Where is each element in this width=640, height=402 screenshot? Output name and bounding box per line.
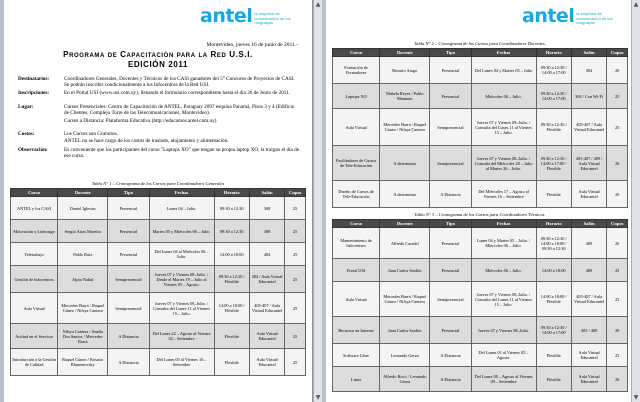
table-cell: 20 — [607, 57, 628, 84]
table-cell: 25 — [285, 220, 306, 243]
table-cell: Aula Virtual — [333, 282, 380, 317]
info-value: Cursos Presenciales: Centro de Capacitación de ANTEL, Paraguay 2097 esquina Panamá, Pisos 3 y 4 (Edificio de Clientes, Complejo Torre de las Telecomunicaciones, Montevideo). — [64, 104, 295, 117]
info-label: Lugar: — [18, 104, 34, 110]
table-cell: 14:00 a 18:00 / Flexible — [536, 282, 571, 317]
scroll-up-arrow-icon[interactable]: ▲ — [315, 1, 321, 8]
table-cell: Presencial — [430, 84, 471, 109]
table-cell: Diseño de Cursos de Tele-Educación — [333, 181, 380, 208]
table-cell: Mabela Reyes / Pablo Mannoni — [380, 84, 430, 109]
table-cell: 09:30 a 12:30 / 14:00 a 18:00 / 09:30 a 12:30 — [536, 228, 571, 259]
table-coordinadores-docentes — [332, 48, 628, 208]
table-cell: Aula Virtual Educantel — [571, 181, 606, 208]
table-cell: Mercedes Barrá / Raquel Cúneo / Nilsya Cantera — [58, 293, 108, 324]
table2-caption: Tabla N° 2 – Cronograma de los Cursos para Coordinadores Docentes. — [414, 41, 546, 46]
table-cell: Juan Carlos Sardón — [380, 259, 430, 282]
title-line-2: EDICIÓN 2011 — [127, 60, 189, 69]
table-cell: Software Libre — [333, 344, 380, 367]
table-cell: 25 — [285, 266, 306, 293]
table-cell: Presencial — [108, 197, 149, 220]
column-header: Fechas — [471, 49, 536, 57]
document-page-2 — [326, 0, 635, 402]
table-cell: Del Lunes 04 al Miércoles 06 – Julio. — [149, 243, 214, 266]
table-cell: Miércoles 06 – Julio. — [471, 84, 536, 109]
info-label: Observación: — [18, 147, 48, 153]
table-cell: 304 — [571, 57, 606, 84]
table-cell: ANTEL y los CASI — [11, 197, 58, 220]
table-cell: 25 — [285, 243, 306, 266]
column-header: Tipo — [430, 49, 471, 57]
column-header: Salón — [249, 189, 284, 197]
table-cell: Aula Virtual Educantel — [571, 344, 606, 367]
table-row — [333, 146, 628, 181]
table-cell: 09:30 a 12:30 — [214, 220, 249, 243]
scroll-up-arrow-icon[interactable]: ▲ — [633, 1, 639, 8]
info-label: Costos: — [18, 131, 35, 137]
table-row — [333, 344, 628, 367]
table-cell: Jueves 07 y Viernes 08–Julio. / Desde el Martes 19 – Julio al Viernes 05 – Agosto. — [149, 266, 214, 293]
info-value: En el Portal USI (www.usi.com.uy), llenando el formulario correspondiente hasta el día 26 de Junio de 2011. — [64, 90, 291, 96]
table-cell: 409 — [571, 228, 606, 259]
document-title — [4, 50, 312, 70]
table-cell: 404 — [249, 243, 284, 266]
table-cell: Formación de Formadores — [333, 57, 380, 84]
table-cell: 405-407 / Aula Virtual Educantel — [249, 293, 284, 324]
table-row — [11, 293, 306, 324]
table-cell: Presencial — [430, 57, 471, 84]
column-header: Salón — [571, 220, 606, 228]
table-cell: Del Lunes 22 – Agosto al Viernes 02 – Setiembre — [149, 324, 214, 349]
table-cell: Mantenimiento de Infocentros — [333, 228, 380, 259]
document-page-1 — [4, 0, 313, 402]
info-value: Es conveniente que los participantes del curso "Laptops XO" que tengan su propia laptop XO, la traigan el día de ese curso. — [64, 147, 300, 160]
table-cell: Martes 05 y Miércoles 06 – Julio. — [149, 220, 214, 243]
table-cell: 25 — [607, 259, 628, 282]
table-cell: 20 — [607, 317, 628, 344]
column-header: Horario — [536, 220, 571, 228]
table-row — [11, 324, 306, 349]
table-cell: Jueves 07 y Viernes 08–Julio. / Consulta del Lunes 11 al Viernes 15 – Julio. — [471, 282, 536, 317]
table-cell: Semipresencial — [430, 109, 471, 146]
table-cell: Semipresencial — [108, 266, 149, 293]
table-cell: Pablo Ruiz — [58, 243, 108, 266]
table-row — [333, 181, 628, 208]
table-cell: Flexible — [214, 324, 249, 349]
table-cell: 14:00 a 18:00 — [214, 243, 249, 266]
column-header: Tipo — [430, 220, 471, 228]
table-cell: 25 — [607, 84, 628, 109]
table-cell: 405-407 / Aula Virtual Educantel — [571, 109, 606, 146]
table-cell: 304 / Con Wi-Fi — [571, 84, 606, 109]
table-cell: 09:30 a 12:30 / 14:00 a 17:00 — [536, 317, 571, 344]
logo-wordmark: antel — [522, 5, 575, 27]
column-header: Horario — [536, 49, 571, 57]
column-header: Cupos — [607, 220, 628, 228]
table-cell: Actitud en el Servicio — [11, 324, 58, 349]
table-cell: Presencial — [430, 228, 471, 259]
column-header: Docente — [380, 220, 430, 228]
column-header: Salón — [571, 49, 606, 57]
table-row — [11, 349, 306, 376]
table-cell: 25 — [285, 349, 306, 376]
table-cell: 14:00 a 18:00 — [536, 259, 571, 282]
table-cell: Flexible — [536, 181, 571, 208]
column-header: Docente — [58, 189, 108, 197]
table-cell: Presencial — [108, 243, 149, 266]
table-row — [11, 197, 306, 220]
info-label: Destinatarios: — [18, 76, 50, 82]
table-cell: Teletrabajo — [11, 243, 58, 266]
table-cell: Facilitadores de Cursos de Tele-Educación — [333, 146, 380, 181]
antel-logo — [200, 6, 294, 26]
table-cell: Del Miércoles 17 – Agosto al Viernes 16 – Setiembre — [471, 181, 536, 208]
table-cell: Jueves 07 y Viernes 08–Julio. / Consulta del Lunes 11 al Viernes 15 – Julio. — [149, 293, 214, 324]
table-cell: 25 — [607, 344, 628, 367]
table-cell: Del Lunes 05 al Viernes 16 – Setiembre — [149, 349, 214, 376]
table-cell: Alfredo Ricci / Leonardo Gerza — [380, 367, 430, 392]
table-coordinadores-generales — [10, 188, 306, 376]
table-cell: Mercedes Barrá / Raquel Cúneo / Nilsya Cantera — [380, 109, 430, 146]
table-cell: Jueves 07 y Viernes 08–Julio. / Consulta del Lunes 11 al Viernes 15 – Julio. — [471, 109, 536, 146]
logo-wordmark: antel — [200, 5, 253, 27]
table-cell: Recursos en Internet — [333, 317, 380, 344]
table-cell: 308 — [249, 220, 284, 243]
table-cell: Presencial — [430, 259, 471, 282]
table-cell: 09:30 a 12:30 / 14:00 a 17:00 / Flexible — [536, 146, 571, 181]
table-cell: Jueves 07 y Viernes 08–Julio. / Consulta del Miércoles 20 – Julio al Martes 26 – Julio. — [471, 146, 536, 181]
table-cell: Semipresencial — [108, 293, 149, 324]
table-cell: Daniel Iglesias — [58, 197, 108, 220]
table-row — [333, 317, 628, 344]
table-cell: A Distancia — [430, 181, 471, 208]
table-cell: Lunes 04 y Martes 05 – Julio. / Miércoles 06 – Julio. — [471, 228, 536, 259]
column-header: Cupos — [607, 49, 628, 57]
table-cell: Juan Carlos Sardón — [380, 317, 430, 344]
table1-caption: Tabla N° 1 – Cronograma de los Cursos para Coordinadores Generales — [91, 181, 225, 186]
info-label: Inscripciones: — [18, 90, 50, 96]
table-cell: Jueves 07 y Viernes 08–Julio. — [471, 317, 536, 344]
table-cell: 14:00 a 18:00 / Flexible — [214, 293, 249, 324]
column-header: Cupos — [285, 189, 306, 197]
table-cell: Sergio Arias Moreira — [58, 220, 108, 243]
table-coordinadores-tecnicos — [332, 219, 628, 392]
table-cell: 25 — [285, 324, 306, 349]
table-cell: 09:30 a 12:30 / 14:00 a 17:00 — [536, 57, 571, 84]
table-row — [11, 266, 306, 293]
table-cell: 20 — [607, 367, 628, 392]
table-row — [333, 109, 628, 146]
info-value: Cursos a Distancia: Plataforma Educativa (http://educamos.antel.com.uy). — [64, 118, 218, 124]
table-cell: Laptops XO — [333, 84, 380, 109]
table-cell: Linux — [333, 367, 380, 392]
table-cell: 405-407 / 409 / Aula Virtual Educantel — [571, 146, 606, 181]
table-cell: Leonardo Gerza — [380, 344, 430, 367]
table-row — [333, 228, 628, 259]
table-cell: Motivación y Liderazgo — [11, 220, 58, 243]
table-cell: Nilsya Cantera / Analía Dos Santos / Mercedes Barrá — [58, 324, 108, 349]
document-date: Montevideo, jueves 16 de junio de 2011.- — [206, 42, 298, 48]
column-header: Tipo — [108, 189, 149, 197]
info-value: Coordinadores Generales, Docentes y Técnicos de los CASI ganadores del 5° Concurso de Proyectos de CASI. Se podrán inscribir condicionalmente a los Infocentros de la Red USI. — [64, 76, 295, 89]
table-cell: Mercedes Barrá / Raquel Cúneo / Nilsya Cantera — [380, 282, 430, 317]
info-value: ANTEL no se hace cargo de los costos de traslado, alojamiento y alimentación. — [64, 138, 229, 144]
table-cell: 405-407 / Aula Virtual Educantel — [571, 282, 606, 317]
table-cell: Flexible — [536, 367, 571, 392]
title-line-1: Programa de Capacitación para la Red U.S.I. — [63, 50, 253, 59]
table-row — [333, 259, 628, 282]
table-cell: Alfredo Caradel — [380, 228, 430, 259]
column-header: Fechas — [471, 220, 536, 228]
table-cell: Lunes 04 – Julio. — [149, 197, 214, 220]
logo-tagline: la empresa de comunicación de los uruguayos — [576, 11, 613, 25]
table-cell: 25 — [607, 109, 628, 146]
table-cell: Gestión de Infocentros — [11, 266, 58, 293]
table-cell: 304 / Aula Virtual Educantel — [249, 266, 284, 293]
table-header-row — [333, 49, 628, 57]
table-cell: A determinar — [380, 146, 430, 181]
table-cell: Flexible — [214, 349, 249, 376]
table-row — [11, 220, 306, 243]
table-cell: A Distancia — [430, 367, 471, 392]
table-cell: Presencial — [108, 220, 149, 243]
table-cell: Raquel Cúneo / Rosario Blumenovsky — [58, 349, 108, 376]
table-cell: Introducción a la Gestión de Calidad — [11, 349, 58, 376]
antel-logo — [522, 6, 616, 26]
table-cell: 308 — [249, 197, 284, 220]
column-header: Curso — [11, 189, 58, 197]
table-cell: Presencial — [430, 317, 471, 344]
table3-caption: Tabla N° 3 – Cronograma de los Cursos para Coordinadores Técnicos. — [414, 212, 546, 217]
table-row — [11, 243, 306, 266]
column-header: Curso — [333, 49, 380, 57]
table-cell: 09:30 a 12:30 / 14:00 a 17:00 — [536, 84, 571, 109]
table-row — [333, 282, 628, 317]
table-cell: Aula Virtual Educantel — [249, 349, 284, 376]
table-cell: Miércoles 06 – Julio. — [471, 259, 536, 282]
table-cell: Portal USI — [333, 259, 380, 282]
table-cell: Del Lunes 04 y Martes 05 – Julio — [471, 57, 536, 84]
table-cell: A determinar — [380, 181, 430, 208]
table-row — [333, 367, 628, 392]
table-cell: 20 — [607, 146, 628, 181]
table-cell: Del Lunes 08 – Agosto al Viernes 09 – Setiembre — [471, 367, 536, 392]
table-cell: Del Lunes 01 al Viernes 05 – Agosto. — [471, 344, 536, 367]
table-cell: 20 — [607, 228, 628, 259]
table-cell: A Distancia — [430, 344, 471, 367]
scroll-down-arrow-icon[interactable]: ▼ — [315, 394, 321, 401]
column-header: Curso — [333, 220, 380, 228]
table-cell: 09:30 a 12:30 — [214, 197, 249, 220]
table-cell: A Distancia — [108, 324, 149, 349]
table-cell: Semipresencial — [430, 282, 471, 317]
scrollbar-right-pane[interactable] — [631, 0, 640, 402]
table-cell: 09:30 a 12:30 / Flexible — [214, 266, 249, 293]
table-cell: 305 / 409 — [571, 317, 606, 344]
table-cell: Alpio Nahul — [58, 266, 108, 293]
table-cell: Semipresencial — [430, 146, 471, 181]
info-value: Los Cursos son Gratuitos. — [64, 131, 118, 137]
table-row — [333, 84, 628, 109]
table-cell: Flexible — [536, 344, 571, 367]
table-cell: 409 — [571, 259, 606, 282]
table-cell: Aula Virtual — [11, 293, 58, 324]
table-cell: 25 — [285, 293, 306, 324]
table-cell: Rosario Arago — [380, 57, 430, 84]
info-section — [18, 76, 302, 176]
table-cell: Aula Virtual Educantel — [249, 324, 284, 349]
logo-tagline: la empresa de comunicación de los uruguayos — [254, 11, 291, 25]
table-cell: A Distancia — [108, 349, 149, 376]
table-cell: 09:30 a 12:30 / Flexible — [536, 109, 571, 146]
table-cell: 25 — [607, 282, 628, 317]
table-header-row — [11, 189, 306, 197]
table-row — [333, 57, 628, 84]
table-header-row — [333, 220, 628, 228]
table-cell: Aula Virtual — [333, 109, 380, 146]
table-cell: Aula Virtual Educantel — [571, 367, 606, 392]
column-header: Docente — [380, 49, 430, 57]
scrollbar-left-pane[interactable] — [313, 0, 322, 402]
column-header: Fechas — [149, 189, 214, 197]
column-header: Horario — [214, 189, 249, 197]
table-cell: 25 — [285, 197, 306, 220]
table-cell: 20 — [607, 181, 628, 208]
scroll-down-arrow-icon[interactable]: ▼ — [633, 394, 639, 401]
